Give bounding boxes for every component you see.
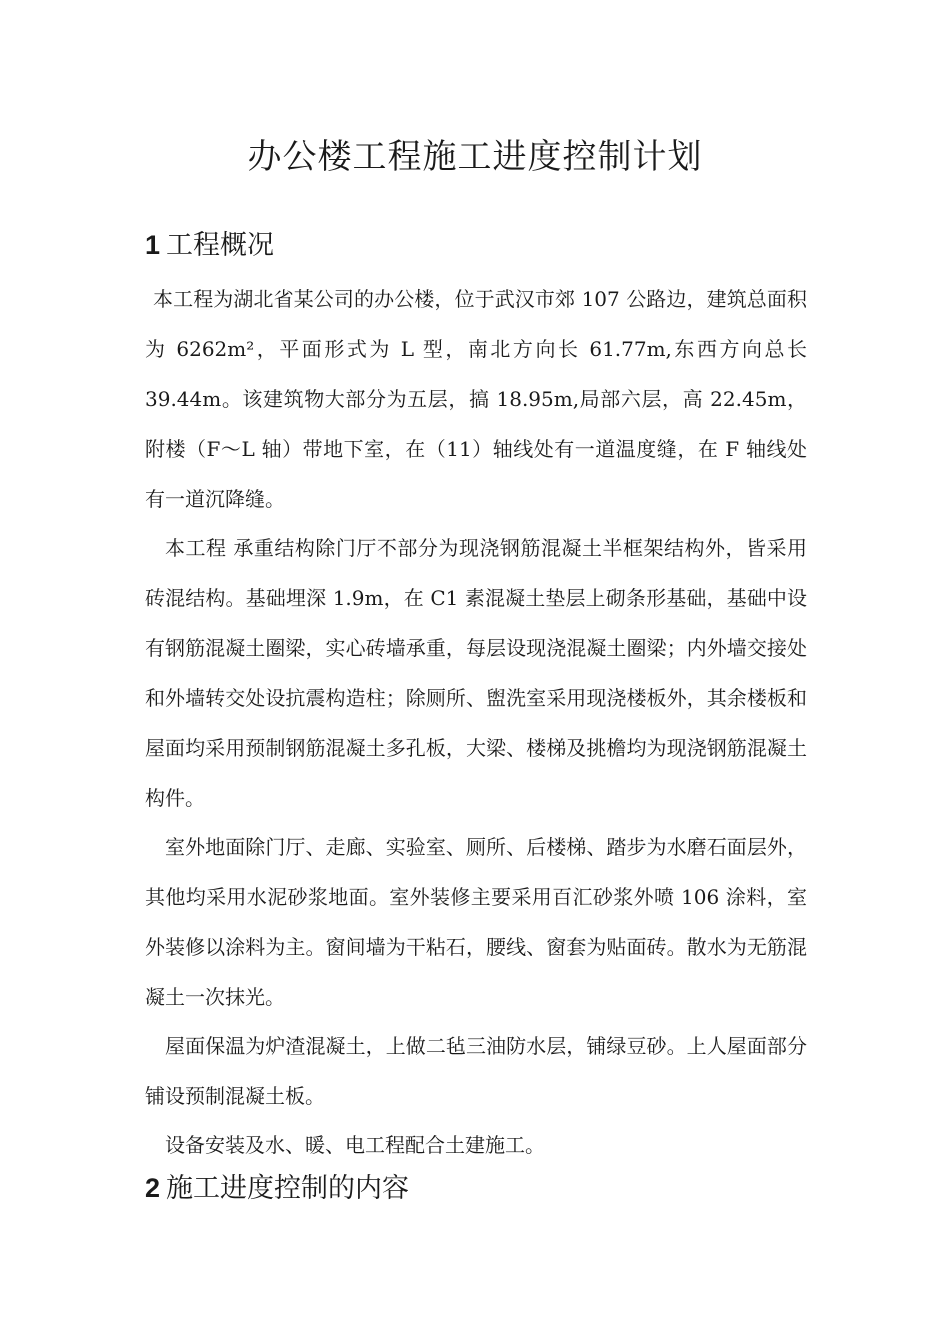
paragraph-finishes: 室外地面除门厅、走廊、实验室、厕所、后楼梯、踏步为水磨石面层外，其他均采用水泥砂浆地面。室外装修主要采用百汇砂浆外喷 106 涂料，室外装修以涂料为主。窗间墙为干粘石，腰线、窗套为贴面砖。散水为无筋混凝土一次抹光。: [145, 835, 807, 1009]
document-title: 办公楼工程施工进度控制计划: [247, 137, 703, 177]
paragraph-equipment: 设备安装及水、暖、电工程配合土建施工。: [165, 1133, 545, 1157]
section-number: 2: [145, 1173, 161, 1203]
section-number: 1: [145, 230, 161, 260]
section-heading-text: 工程概况: [166, 230, 275, 261]
paragraph-roof: 屋面保温为炉渣混凝土，上做二毡三油防水层，铺绿豆砂。上人屋面部分铺设预制混凝土板。: [145, 1034, 807, 1108]
paragraph-structure: 本工程 承重结构除门厅不部分为现浇钢筋混凝土半框架结构外，皆采用砖混结构。基础埋深 1.9m，在 C1 素混凝土垫层上砌条形基础，基础中设有钢筋混凝土圈梁，实心砖墙承重，每层设现浇混凝土圈梁；内外墙交接处和外墙转交处设抗震构造柱；除厕所、盥洗室采用现浇楼板外，其余楼板和屋面均采用预制钢筋混凝土多孔板，大梁、楼梯及挑檐均为现浇钢筋混凝土构件。: [145, 536, 807, 810]
section-heading-text: 施工进度控制的内容: [166, 1173, 410, 1204]
paragraph-project-overview: 本工程为湖北省某公司的办公楼，位于武汉市郊 107 公路边，建筑总面积为 6262m²，平面形式为 L 型，南北方向长 61.77m,东西方向总长 39.44m。该建筑物大部分为五层，搞 18.95m,局部六层，高 22.45m，附楼（F～L 轴）带地下室，在（11）轴线处有一道温度缝，在 F 轴线处有一道沉降缝。: [145, 287, 807, 511]
section-heading-1: [145, 225, 274, 266]
section-heading-2: [145, 1168, 409, 1209]
